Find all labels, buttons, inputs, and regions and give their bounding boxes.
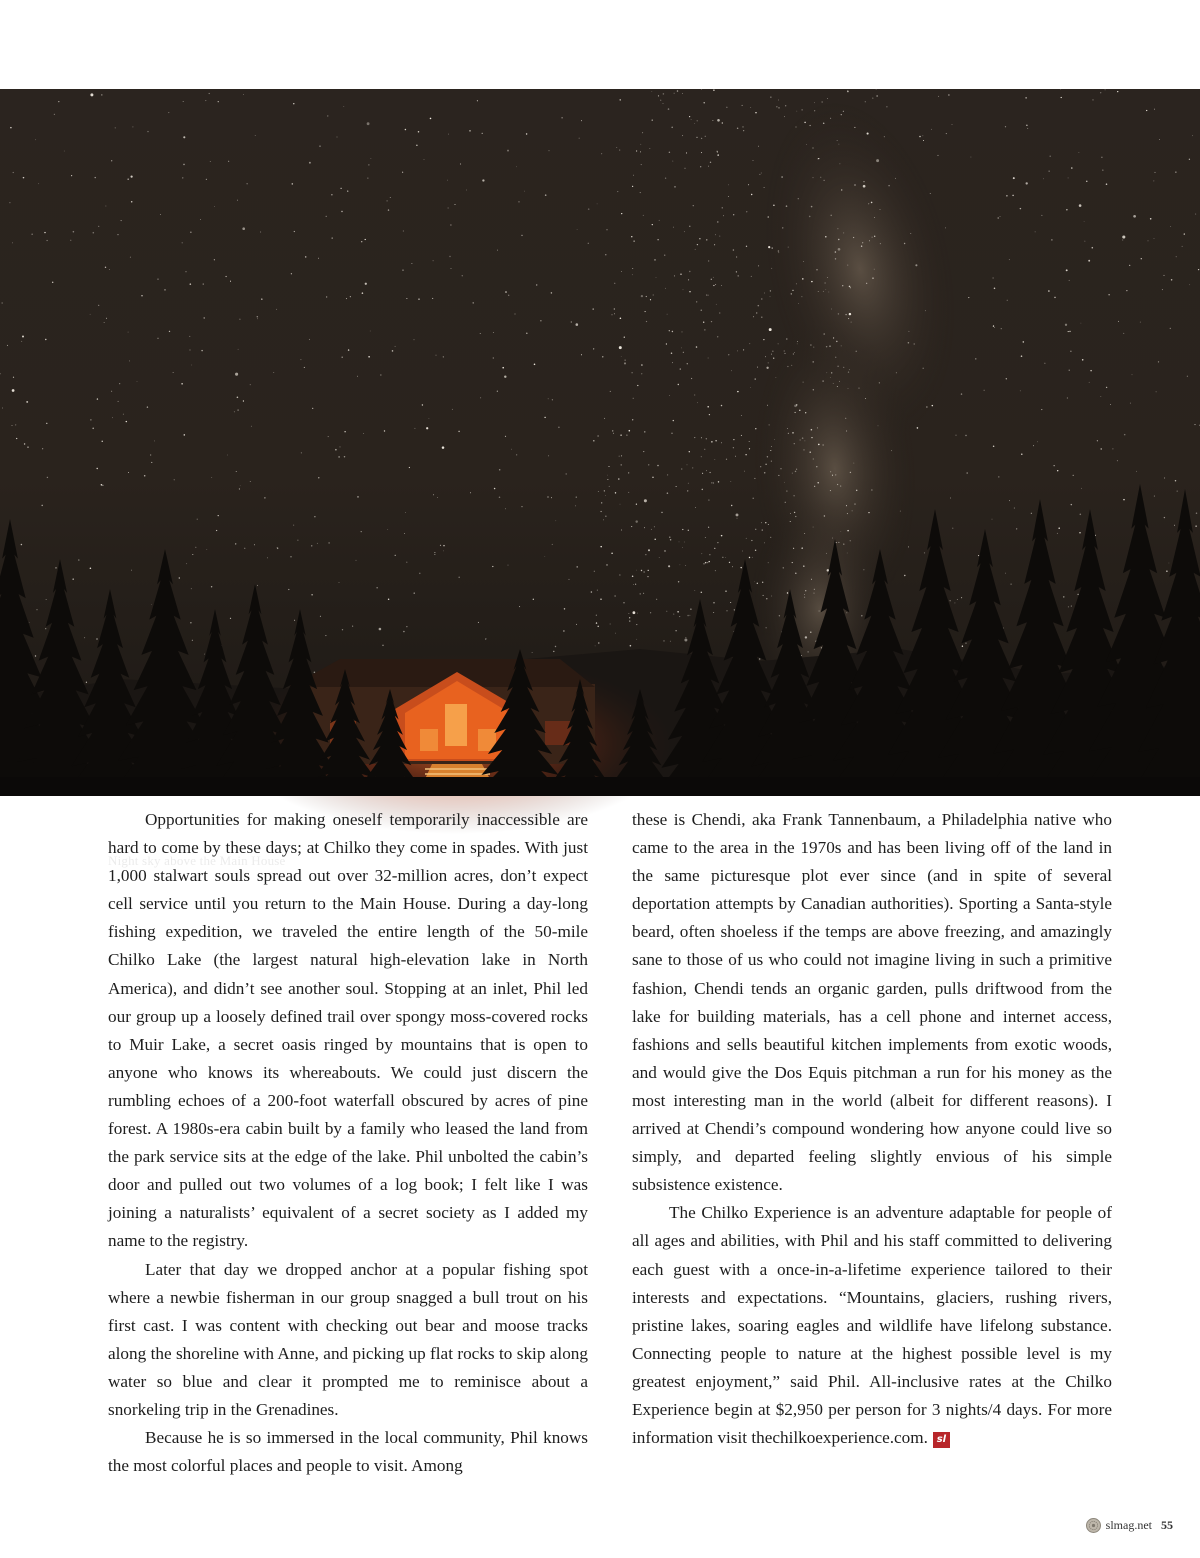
article-column-right [632,806,1112,1452]
folio-site: slmag.net [1105,1518,1152,1532]
night-sky-photo [0,89,1200,796]
article-column-left [108,806,588,1480]
foreground-ground [0,777,1200,796]
magazine-seal-icon [1086,1518,1101,1533]
page-number: 55 [1161,1518,1173,1532]
paragraph-final [632,1199,1112,1452]
hero-photo [0,89,1200,868]
paragraph: Because he is so immersed in the local community, Phil knows the most colorful places and people to visit. Among [108,1428,588,1476]
end-mark-logo: sl [933,1432,950,1448]
paragraph: Later that day we dropped anchor at a popular fishing spot where a newbie fisherman in our group snagged a bull trout on his first cast. I was content with checking out bear and moose tracks along the shoreline with Anne, and picking up flat rocks to skip along water so blue and clear it prompted me to reminisce about a snorkeling trip in the Grenadines. [108,1259,588,1419]
page-folio [1086,1518,1173,1533]
paragraph: these is Chendi, aka Frank Tannenbaum, a Philadelphia native who came to the area in the 1970s and has been living off of the land in the same picturesque plot ever since (and in spite of several deportation attempts by Canadian authorities). Sporting a Santa-style beard, often shoeless if the temps are above freezing, and amazingly sane to those of us who could not imagine living in such a primitive fashion, Chendi tends an organic garden, pulls driftwood from the lake for building materials, has a cell phone and internet access, fashions and sells beautiful kitchen implements from exotic woods, and would give the Dos Equis pitchman a run for his money as the most interesting man in the world (albeit for different reasons). I arrived at Chendi’s compound wondering how anyone could live so simply, and departed feeling slightly envious of his simple subsistence existence. [632,810,1112,1195]
photo-caption: Night sky above the Main House [108,853,286,868]
paragraph: Opportunities for making oneself temporarily inaccessible are hard to come by these days; at Chilko they come in spades. With just 1,000 stalwart souls spread out over 32-million acres, don’t expect cell service until you return to the Main House. During a day-long fishing expedition, we traveled the entire length of the 50-mile Chilko Lake (the largest natural high-elevation lake in North America), and didn’t see another soul. Stopping at an inlet, Phil led our group up a loosely defined trail over spongy moss-covered rocks to Muir Lake, a secret oasis ringed by mountains that is open to anyone who knows its whereabouts. We could just discern the rumbling echoes of a 200-foot waterfall obscured by acres of pine forest. A 1980s-era cabin built by a family who leased the land from the park service sits at the edge of the lake. Phil unbolted the cabin’s door and pulled out two volumes of a log book; I felt like I was joining a naturalists’ equivalent of a secret society as I added my name to the registry. [108,810,588,1251]
paragraph-text: The Chilko Experience is an adventure adaptable for people of all ages and abilities, with Phil and his staff committed to delivering each guest with a once-in-a-lifetime experience tailored to their interests and expectations. “Mountains, glaciers, rushing rivers, pristine lakes, soaring eagles and wildlife have lifelong substance. Connecting people to nature at the highest possible level is my greatest enjoyment,” said Phil. All-inclusive rates at the Chilko Experience begin at $2,950 per person for 3 nights/4 days. For more information visit thechilkoexperience.com. [632,1203,1112,1448]
